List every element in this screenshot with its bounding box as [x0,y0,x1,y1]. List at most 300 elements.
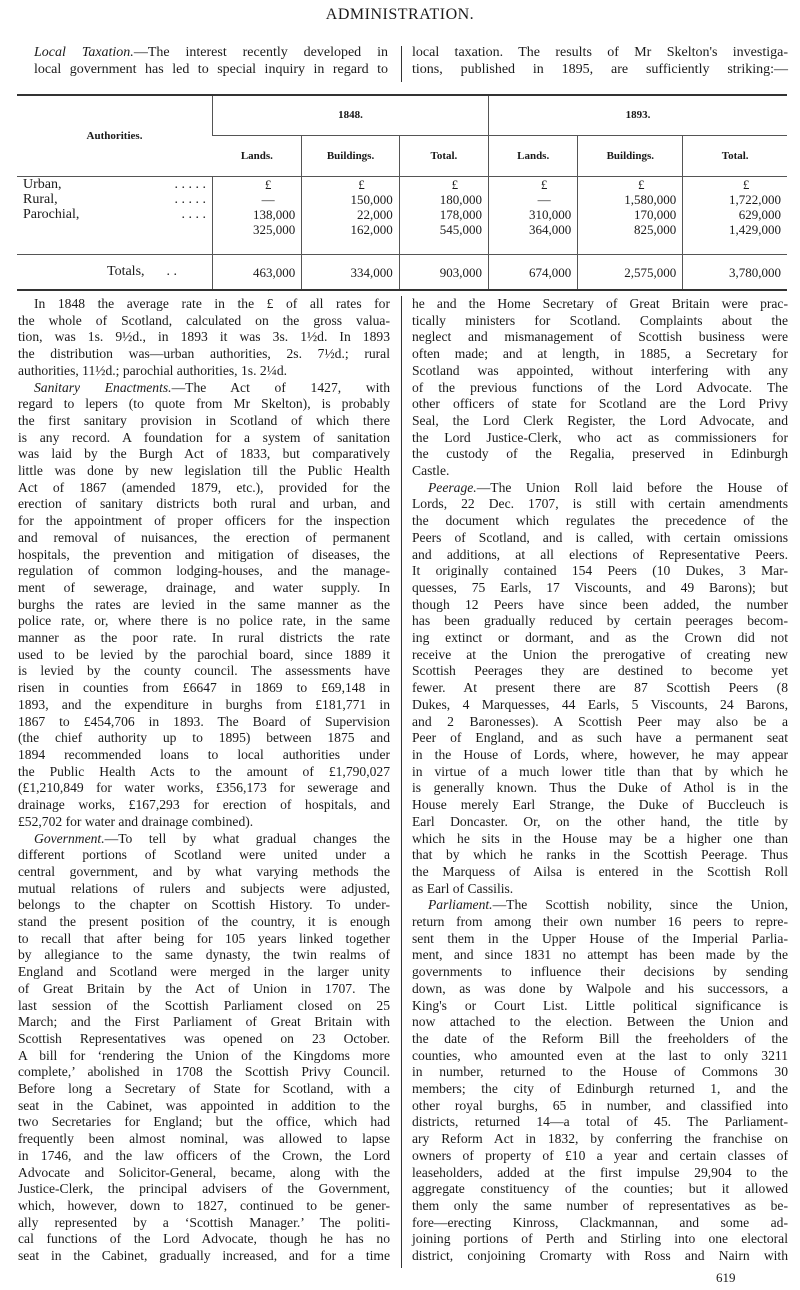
line-text: that by which he ranks in the Scottish Peerage. Thus [412,847,788,863]
text-line [412,1098,788,1115]
line-text: quesses, 75 Earls, 17 Viscounts, and 49 Barons); but [412,579,788,595]
line-text: complete,’ abolished in 1708 the Scottish Privy Council. [18,1064,390,1080]
authority-row [23,177,206,192]
line-text: little was done by new legislation till the Public Health [18,463,390,479]
year-header-1848: 1848. [213,95,489,135]
text-line [18,396,390,413]
line-text: down, as was done by Walpole and his successors, a [412,980,788,996]
text-line [18,780,390,797]
text-line [412,463,788,480]
text-line [18,430,390,447]
authority-row [23,207,206,222]
text-line [18,346,390,363]
line-text: them only the same number of representatives as be- [412,1197,788,1213]
text-line [412,44,788,61]
line-text: regulation of common lodging-houses, and the manage- [18,563,390,579]
line-text: —The Union Roll laid before the House of [476,479,788,495]
line-text: —The interest recently developed in [133,45,388,60]
text-line [412,697,788,714]
line-text: Justice-Clerk, the principal advisers of the Government, [18,1181,390,1197]
text-line [18,931,390,948]
line-text: 1894 recommended loans to local authorities under [18,746,390,762]
text-line [18,847,390,864]
table-value: 170,000 [634,206,677,222]
column-header: Buildings. [578,135,683,176]
line-text: regard to lepers (to quote from Mr Skelton), is probably [18,396,390,412]
line-text: —The Act of 1427, with [171,379,390,395]
currency-symbol: £ [742,176,750,192]
value-cell [302,176,400,255]
text-line [412,630,788,647]
line-text: risen in counties from £6647 in 1869 to £69,148 in [18,680,390,696]
line-text: local taxation. The results of Mr Skelton's investiga- [412,45,788,60]
text-line [412,947,788,964]
text-line [412,597,788,614]
text-line [18,697,390,714]
column-header: Buildings. [302,135,400,176]
text-line [18,1114,390,1131]
table-value: 150,000 [350,191,393,207]
table-value: 310,000 [529,206,572,222]
text-line [412,1048,788,1065]
line-text: is levied by the county council. The assessments have [18,663,390,679]
line-text: tions, published in 1895, are sufficiently striking:— [412,62,788,77]
line-text: the distribution was—urban authorities, 2s. 7½d.; rural [18,346,390,362]
text-line [412,530,788,547]
column-header: Total. [399,135,488,176]
text-line [412,663,788,680]
text-line [18,998,390,1015]
line-text: manner as the poor rate. In rural districts the rate [18,630,390,646]
year-header-1893: 1893. [489,95,787,135]
text-line [412,814,788,831]
text-line [412,964,788,981]
line-text: stand the present position of the country, it is enough [18,914,390,930]
page-number: 619 [716,1270,736,1285]
text-line [412,847,788,864]
text-line [18,1148,390,1165]
table-value: — [537,191,551,207]
line-text: joining portions of Perth and Stirling into one electoral [412,1231,788,1247]
line-text: hospitals, the prevention and mitigation of diseases, the [18,546,390,562]
authority-row [23,192,206,207]
value-cell [489,176,578,255]
line-text: King's or Court List. Little political significance is [412,997,788,1013]
right-text-column [412,296,788,1265]
line-text: district, conjoining Cromarty with Ross and Nairn with [412,1248,788,1264]
text-line [412,831,788,848]
text-line [18,947,390,964]
text-line [18,329,390,346]
text-line [412,1198,788,1215]
line-text: receive at the Union the prerogative of creating new [412,646,788,662]
text-line [18,1064,390,1081]
line-text: was laid by the Burgh Act of 1833, but comparatively [18,446,390,462]
text-line [18,296,390,313]
text-line [18,530,390,547]
line-text: other royal burghs, 65 in number, and classified into [412,1097,788,1113]
line-text: members; the city of Edinburgh returned 1, and the [412,1081,788,1097]
line-text: frequently been almost nominal, was allowed to lapse [18,1131,390,1147]
text-line [18,864,390,881]
line-text: erection of sanitary districts both rural and urban, and [18,496,390,512]
text-line [18,747,390,764]
line-text: now attached to the election. Between the Union and [412,1014,788,1030]
line-text: in number, returned to the House of Commons 30 [412,1064,788,1080]
line-text: and additions, at all elections of Representative Peers. [412,546,788,562]
table-value: 178,000 [439,206,483,222]
line-text: £52,702 for water and drainage combined). [18,813,254,829]
line-text: is any record. A foundation for a system of sanitation [18,429,390,445]
text-line [412,446,788,463]
text-line [18,363,390,380]
line-text: Act of 1867 (amended 1879, etc.), provided for the [18,479,390,495]
line-text: owners of property of £10 a year and certain classes of [412,1147,788,1163]
line-text: mutual relations of rulers and subjects were adjusted, [18,880,390,896]
intro-left [34,44,388,78]
line-text: 1867 to £454,706 in 1893. The Board of Supervision [18,713,390,729]
text-line [18,1081,390,1098]
line-text: different portions of Scotland were united under a [18,847,390,863]
text-line [412,680,788,697]
text-line [412,346,788,363]
line-text: Before long a Secretary of State for Scotland, with a [18,1081,390,1097]
text-line [18,1215,390,1232]
line-text: seat in the Cabinet, was appointed in addition to the [18,1097,390,1113]
text-line [412,613,788,630]
line-text: England and Scotland were merged in the larger unity [18,964,390,980]
local-taxation-table [17,94,787,291]
text-line [412,1248,788,1265]
text-line [18,981,390,998]
text-line [412,496,788,513]
line-text: It originally contained 154 Peers (10 Dukes, 3 Mar- [412,563,788,579]
line-text: the custody of the Regalia, preserved in Edinburgh [412,446,788,462]
line-text: tion, was 1s. 9½d., in 1893 it was 3s. 1½d. In 1893 [18,329,390,345]
authority-name: Parochial, [23,206,80,222]
line-text: return from among their own number 16 peers to repre- [412,914,788,930]
total-value: 334,000 [302,255,400,291]
line-text: neglect and mismanagement of Scottish business were [412,329,788,345]
text-line [18,613,390,630]
text-line [412,1165,788,1182]
text-line [412,380,788,397]
line-text: ally represented by a ‘Scottish Manager.’ The politi- [18,1214,390,1230]
line-text: he and the Home Secretary of Great Britain were prac- [412,296,788,311]
line-text: other officers of state for Scotland are the Lord Privy [412,396,788,412]
text-line [412,396,788,413]
text-line [18,1198,390,1215]
text-line [18,881,390,898]
text-line [18,1231,390,1248]
line-text: the document which regulates the precedence of the [412,513,788,529]
line-text: Peers of Scotland, and is called, with certain omissions [412,529,788,545]
text-line [412,563,788,580]
text-line [412,730,788,747]
line-text: the first sanitary provision in Scotland of which there [18,412,390,428]
line-text: —The Scottish nobility, since the Union, [492,897,788,913]
authorities-header: Authorities. [17,95,213,176]
text-line [18,663,390,680]
line-text: ment, and since 1831 no attempt has been made by the [412,947,788,963]
text-line [18,380,390,397]
table-value: 325,000 [253,221,296,237]
line-text: sent them in the Upper House of the Imperial Parlia- [412,930,788,946]
text-line [18,547,390,564]
total-value: 3,780,000 [683,255,787,291]
text-line [18,463,390,480]
leader-dots: . . . . . [174,176,206,192]
line-text: districts, returned 14—a total of 45. The Parliament- [412,1114,788,1130]
leader-dots: . . [166,264,178,279]
line-text: Earl Doncaster. Or, on the other hand, the title by [412,813,788,829]
text-line [18,1048,390,1065]
text-line [412,1031,788,1048]
text-line [412,780,788,797]
page-title: ADMINISTRATION. [325,6,475,23]
text-line [18,1181,390,1198]
text-line [34,44,388,61]
line-text: last session of the Scottish Parliament closed on 25 [18,997,390,1013]
text-line [412,747,788,764]
text-line [412,1148,788,1165]
line-text: Scottish Peerages they are destined to become yet [412,663,788,679]
line-text: the Public Health Acts to the amount of £1,790,027 [18,763,390,779]
text-line [18,814,390,831]
line-text: in 1746, and the law officers of the Crown, the Lord [18,1147,390,1163]
currency-symbol: £ [451,176,459,192]
line-text: though 12 Peers have since been added, the number [412,596,788,612]
text-line [18,797,390,814]
line-text: for the appointment of proper officers for the inspection [18,513,390,529]
text-line [18,730,390,747]
text-line [412,764,788,781]
table-value: 1,429,000 [729,221,781,237]
text-line [412,864,788,881]
text-line [412,1131,788,1148]
text-line [412,430,788,447]
line-text: tically ministers for Scotland. Complaints about the [412,312,788,328]
text-line [412,480,788,497]
text-line [412,1215,788,1232]
text-line [412,61,788,78]
line-text: Lords, 22 Dec. 1707, is still with certain amendments [412,496,788,512]
text-line [18,831,390,848]
intro-right [412,44,788,78]
line-text: counties, who amounted even at the last to only 3211 [412,1047,788,1063]
text-line [18,1165,390,1182]
authority-name: Urban, [23,176,62,192]
section-heading: Sanitary Enactments. [34,379,172,395]
line-text: of Great Britain by the Act of Union in 1707. The [18,980,390,996]
text-line [18,764,390,781]
text-line [412,313,788,330]
section-heading: Government. [34,830,105,846]
table-value: 1,722,000 [729,191,781,207]
text-line [412,647,788,664]
text-line [18,647,390,664]
line-text: House merely Earl Strange, the Duke of Buccleuch is [412,797,788,813]
column-header: Total. [683,135,787,176]
line-text: has been gradually reduced by certain peerages becom- [412,613,788,629]
value-cell [683,176,787,255]
text-line [412,1081,788,1098]
line-text: as Earl of Cassilis. [412,880,514,896]
currency-symbol: £ [540,176,548,192]
line-text: In 1848 the average rate in the £ of all rates for [34,296,390,311]
line-text: aggregate constituency of the counties; but it allowed [412,1181,788,1197]
text-line [18,914,390,931]
line-text: which, however, down to 1827, continued to be gener- [18,1197,390,1213]
text-line [412,897,788,914]
line-text: local government has led to special inquiry in regard to [34,62,388,77]
text-line [18,513,390,530]
table-value: 162,000 [350,221,393,237]
text-line [18,1131,390,1148]
text-line [412,998,788,1015]
line-text: the Marquess of Ailsa is entered in the Scottish Roll [412,863,788,879]
section-heading: Peerage. [428,479,477,495]
line-text: to recall that after being for 105 years linked together [18,930,390,946]
text-line [18,597,390,614]
table-value: — [261,191,275,207]
text-line [18,413,390,430]
table-value: 1,580,000 [624,191,677,207]
text-line [412,1181,788,1198]
currency-symbol: £ [264,176,272,192]
line-text: by allegiance to the same dynasty, the twin realms of [18,947,390,963]
text-line [412,881,788,898]
line-text: seat in the Cabinet, gradually increased, and for a time [18,1248,390,1264]
line-text: (£1,210,849 for water works, £356,173 for sewerage and [18,780,390,796]
line-text: 1893, and the expenditure in burghs from £181,771 in [18,696,390,712]
text-line [412,547,788,564]
line-text: in virtue of a much lower title than that by which he [412,763,788,779]
total-value: 674,000 [489,255,578,291]
table-value: 629,000 [738,206,781,222]
line-text: the Lord Justice-Clerk, who act as commissioners for [412,429,788,445]
line-text: burghs the rates are levied in the same manner as the [18,596,390,612]
text-line [412,914,788,931]
text-line [412,1231,788,1248]
text-line [412,413,788,430]
line-text: cal functions of the Lord Advocate, though he has no [18,1231,390,1247]
text-line [412,363,788,380]
column-header: Lands. [489,135,578,176]
line-text: is generally known. Thus the Duke of Athol is in the [412,780,788,796]
line-text: ment of sewerage, drainage, and water supply. In [18,579,390,595]
text-line [412,329,788,346]
text-line [18,446,390,463]
text-line [34,61,388,78]
currency-symbol: £ [358,176,365,192]
line-text: and removal of nuisances, the erection of permanent [18,529,390,545]
table-value: 545,000 [439,221,483,237]
text-line [18,1098,390,1115]
table-value: 825,000 [634,221,677,237]
line-text: (the chief authority up to 1895) between 1875 and [18,730,390,746]
text-line [412,580,788,597]
line-text: Scotland was appointed, without interfering with any [412,362,788,378]
text-line [412,296,788,313]
line-text: which he sits in the House may be a higher one than [412,830,788,846]
table-value: 138,000 [253,206,296,222]
table-value: 22,000 [357,206,393,222]
text-line [18,1248,390,1265]
totals-label [17,255,213,291]
text-line [412,1064,788,1081]
line-text: authorities, 11½d.; parochial authorities, 1s. 2¼d. [18,362,288,378]
line-text: Scottish Representatives was opened on 23 October. [18,1030,390,1046]
text-line [412,797,788,814]
line-text: police rate, or, where there is no police rate, in the same [18,613,390,629]
text-line [18,714,390,731]
line-text: governments to influence their decisions by sending [412,964,788,980]
value-cell [213,176,302,255]
column-divider [401,296,402,1268]
line-text: leaseholders, added at the first impulse 29,904 to the [412,1164,788,1180]
total-value: 463,000 [213,255,302,291]
text-line [412,513,788,530]
total-value: 2,575,000 [578,255,683,291]
line-text: central government, and by what varying methods the [18,863,390,879]
line-text: fewer. At present there are 87 Scottish Peers (8 [412,680,788,696]
text-line [18,630,390,647]
text-line [18,563,390,580]
left-text-column [18,296,390,1265]
line-text: of the previous functions of the Lord Advocate. The [412,379,788,395]
section-heading: Local Taxation. [34,45,134,60]
text-line [18,897,390,914]
section-heading: Parliament. [428,897,493,913]
table-value: 364,000 [529,221,572,237]
line-text: Peer of England, and as such have a permanent seat [412,730,788,746]
text-line [18,964,390,981]
authority-labels [17,176,213,255]
line-text: and 2 Baronesses). A Scottish Peer may also be a [412,713,788,729]
line-text: fore—erecting Kinross, Clackmannan, and some ad- [412,1214,788,1230]
line-text: often made; and at length, in 1885, a Secretary for [412,346,788,362]
line-text: the whole of Scotland, calculated on the gross valua- [18,312,390,328]
line-text: used to be levied by the parochial board, since 1889 it [18,646,390,662]
text-line [18,313,390,330]
column-divider [401,46,402,82]
authority-name: Rural, [23,191,58,207]
line-text: in the House of Lords, where, however, he may appear [412,746,788,762]
totals-row [17,255,787,291]
value-cell [399,176,488,255]
line-text: Seal, the Lord Clerk Register, the Lord Advocate, and [412,412,788,428]
text-line [18,680,390,697]
table-value: 180,000 [439,191,483,207]
line-text: belongs to the chapter on Scottish History. To under- [18,897,390,913]
text-line [18,1031,390,1048]
text-line [412,981,788,998]
text-line [412,931,788,948]
totals-text: Totals, [107,264,145,279]
total-value: 903,000 [399,255,488,291]
text-line [412,1014,788,1031]
line-text: Advocate and Solicitor-General, became, along with the [18,1164,390,1180]
line-text: ing extinct or dormant, and as the Crown did not [412,630,788,646]
text-line [18,1014,390,1031]
text-line [18,480,390,497]
text-line [412,714,788,731]
line-text: March; and the First Parliament of Great Britain with [18,1014,390,1030]
text-line [18,580,390,597]
data-rows [17,176,787,255]
value-cell [578,176,683,255]
